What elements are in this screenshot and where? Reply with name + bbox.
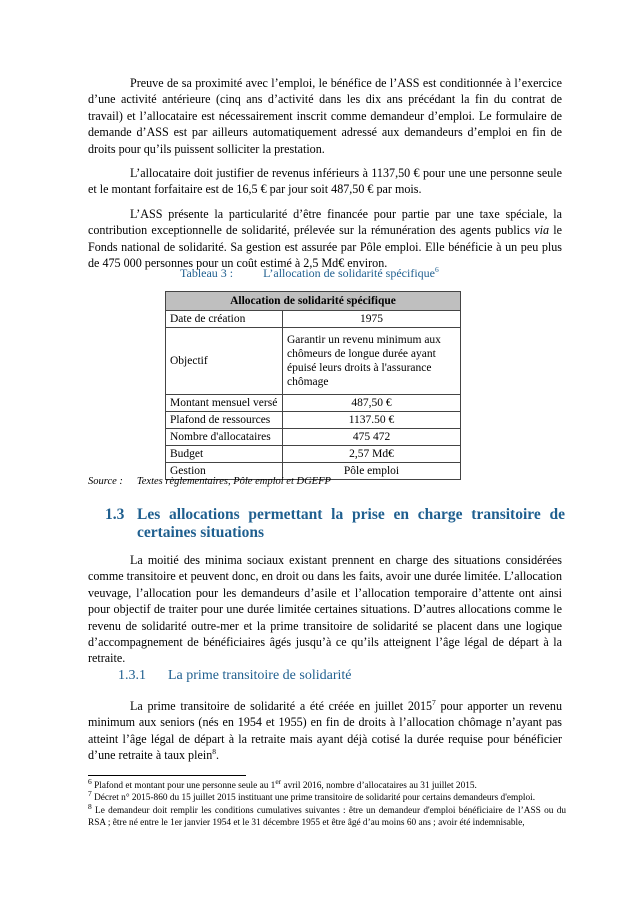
paragraph-text: L’allocataire doit justifier de revenus inférieurs à 1137,50 € pour une une personne seule et le montant forfaitaire est de 16,5 € par jour soit 487,50 € par mois. (88, 166, 562, 197)
paragraph-text: L’ASS présente la particularité d’être financée pour partie par une taxe spéciale, la contribution exceptionnelle de solidarité, prélevée sur la rémunération des agents publics (88, 206, 562, 238)
footnote-ref: 8 (212, 747, 216, 757)
table-key: Budget (166, 446, 283, 463)
table-value: 1975 (283, 311, 461, 328)
subsection-title: La prime transitoire de solidarité (168, 668, 352, 683)
paragraph (88, 206, 562, 272)
caption-title: L’allocation de solidarité spécifique (263, 266, 435, 280)
footnote-text: Le demandeur doit remplir les conditions cumulatives suivantes : être un demandeur d'emploi bénéficiaire de l’ASS ou du RSA ; être né entre le 1er janvier 1954 et le 31 décembre 1955 et être âgé d’au moins 60 ans ; avoir été indemnisable, (88, 805, 566, 828)
table-key: Montant mensuel versé (166, 395, 283, 412)
paragraph (88, 75, 562, 157)
table-key: Nombre d'allocataires (166, 429, 283, 446)
table-value: 2,57 Md€ (283, 446, 461, 463)
table-header-row (166, 292, 461, 311)
footnote-ref: 7 (432, 697, 436, 707)
footnote-divider (88, 775, 246, 776)
source-text: Textes règlementaires, Pôle emploi et DGEFP (136, 476, 331, 487)
table-caption (180, 266, 439, 281)
paragraph-text: . (216, 748, 220, 763)
table-key: Date de création (166, 311, 283, 328)
footnotes (88, 776, 566, 829)
paragraph-text: Preuve de sa proximité avec l’emploi, le bénéfice de l’ASS est conditionnée à l’exercice d’une activité antérieure (cinq ans d’activité dans les dix ans précédant la fin du contrat de travail) et l’allocataire est nécessairement inscrit comme demandeur d’emploi. Le formulaire de demande d’ASS est par ailleurs automatiquement adressé aux demandeurs d’emploi en fin de droits pour qu’ils puissent solliciter la prestation. (88, 76, 562, 156)
paragraph (88, 165, 562, 198)
footnote-sup: er (275, 776, 282, 786)
table-value: 487,50 € (283, 395, 461, 412)
footnote-text: Plafond et montant pour une personne seule au 1 (91, 781, 276, 791)
table-source (88, 476, 331, 487)
table-row (166, 395, 461, 412)
table-row (166, 328, 461, 395)
table-key: Plafond de ressources (166, 412, 283, 429)
section-title: Les allocations permettant la prise en charge transitoire de certaines situations (137, 506, 565, 541)
subsection-heading (118, 668, 352, 684)
paragraph-text: La prime transitoire de solidarité a été créée en juillet 2015 (130, 699, 433, 713)
table-value: Garantir un revenu minimum aux chômeurs de longue durée ayant épuisé leurs droits à l'assurance chômage (283, 328, 461, 395)
table-value: Pôle emploi (283, 463, 461, 480)
subsection-body (88, 698, 562, 764)
section-heading (105, 506, 565, 542)
paragraph-text: La moitié des minima sociaux existant prennent en charge des situations considérées comme transitoire et peuvent donc, en droit ou dans les faits, avoir une durée limitée. L’allocation veuvage, l’allocation pour les demandeurs d’asile et l’allocation temporaire d’attente ont ainsi pour objectif de traiter pour une durée limitée certaines situations. D’autres allocations comme le revenu de solidarité outre-mer et la prime transitoire de solidarité se placent dans une logique d’accompagnement de bénéficiaires âgés jusqu’à ce qu’ils atteignent l’âge légal de départ à la retraite. (88, 553, 562, 666)
italic-via: via (534, 223, 550, 238)
footnote (88, 789, 566, 804)
paragraph (88, 552, 562, 667)
footnote-text: Décret n° 2015-860 du 15 juillet 2015 instituant une prime transitoire de solidarité pour certains demandeurs d'emploi. (91, 793, 536, 804)
intro-section (88, 75, 562, 271)
footnote-number: 8 (88, 801, 92, 811)
source-label: Source : (88, 476, 123, 487)
caption-label: Tableau 3 : (180, 266, 234, 280)
table-value: 1137.50 € (283, 412, 461, 429)
table-row (166, 429, 461, 446)
subsection-number: 1.3.1 (118, 668, 146, 683)
footnote-ref: 6 (434, 265, 439, 274)
footnote (88, 801, 566, 830)
table-row (166, 412, 461, 429)
section-number: 1.3 (105, 506, 125, 523)
table-header: Allocation de solidarité spécifique (166, 292, 461, 311)
footnote-number: 7 (88, 789, 92, 799)
paragraph (88, 698, 562, 764)
table-row (166, 446, 461, 463)
footnote (88, 776, 566, 792)
table-value: 475 472 (283, 429, 461, 446)
table-key: Objectif (166, 328, 283, 395)
section-body (88, 552, 562, 667)
paragraph-text: pour apporter un revenu minimum aux seniors (nés en 1954 et 1955) en fin de droits à l’allocation chômage n’ayant pas atteint l’âge légal de départ à la retraite mais ayant déjà cotisé la durée requise pour bénéficier d’une retraite à taux plein (88, 699, 562, 763)
ass-table (165, 291, 461, 480)
paragraph-text: le Fonds national de solidarité. Sa gestion est assurée par Pôle emploi. Elle bénéficie à un peu plus de 475 000 personnes pour un coût estimé à 2,5 Md€ environ. (88, 223, 562, 271)
table-row (166, 311, 461, 328)
footnote-text: avril 2016, nombre d’allocataires au 31 juillet 2015. (281, 781, 477, 791)
footnote-number: 6 (88, 776, 92, 786)
table-key: Gestion (166, 463, 283, 480)
